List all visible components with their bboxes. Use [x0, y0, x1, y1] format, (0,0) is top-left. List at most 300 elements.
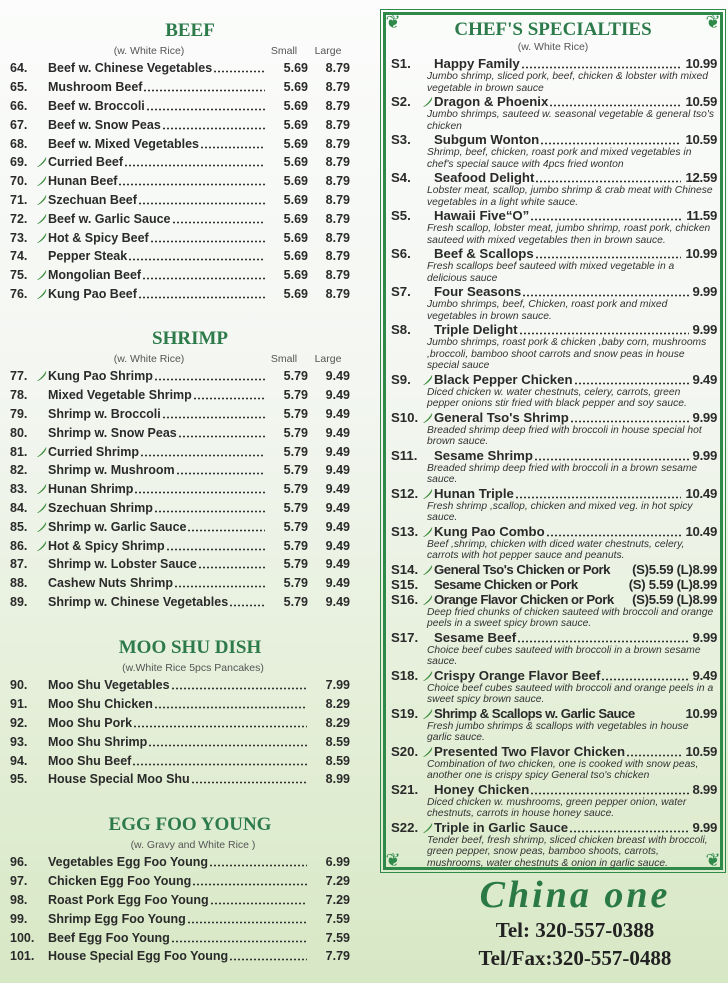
- item-name: Hawaii Five“O”: [434, 208, 530, 223]
- dot-leader: [210, 895, 307, 905]
- chili-pepper-icon: [36, 502, 48, 514]
- item-price: (S)5.59 (L)8.99: [632, 591, 717, 607]
- small-price: 5.69: [283, 136, 308, 151]
- large-price: 8.79: [325, 192, 350, 207]
- section-subtitle-row: [10, 350, 350, 367]
- section-subtitle: (w. White Rice): [113, 352, 185, 365]
- small-price: 5.79: [283, 576, 308, 591]
- spacer: [36, 736, 48, 748]
- large-price: 9.49: [325, 538, 350, 553]
- dot-leader: [626, 747, 681, 757]
- item-name: Beef w. Chinese Vegetables: [48, 61, 213, 76]
- dot-leader: [166, 541, 265, 551]
- special-item-line: [391, 322, 717, 337]
- special-item: [386, 820, 720, 870]
- menu-item: [10, 405, 350, 424]
- chili-pepper-icon: [422, 594, 434, 606]
- special-item: [386, 448, 720, 486]
- dot-leader: [569, 823, 688, 833]
- item-name: Kung Pao Shrimp: [48, 369, 153, 384]
- dot-leader: [601, 671, 688, 681]
- dot-leader: [154, 503, 265, 513]
- dot-leader: [124, 157, 265, 167]
- item-name: Szechuan Beef: [48, 192, 137, 207]
- item-number: S19.: [391, 705, 419, 721]
- item-price: 10.99: [685, 56, 717, 71]
- ornament-icon: ❦: [705, 850, 721, 870]
- spacer: [36, 119, 48, 131]
- dot-leader: [154, 699, 307, 709]
- item-number: 97.: [10, 874, 28, 889]
- large-price: 9.49: [325, 388, 350, 403]
- item-price: 8.29: [325, 697, 350, 712]
- item-number: 96.: [10, 855, 28, 870]
- special-item: [386, 410, 720, 448]
- dot-leader: [150, 233, 265, 243]
- item-description: Breaded shrimp deep fried with broccoli in a brown sesame sauce.: [427, 462, 698, 485]
- large-price: 8.79: [325, 268, 350, 283]
- small-price: 5.69: [283, 211, 308, 226]
- item-name: Beef w. Snow Peas: [48, 117, 161, 132]
- dot-leader: [143, 82, 265, 92]
- dot-leader: [146, 101, 265, 111]
- item-number: S1.: [391, 56, 411, 71]
- ornament-icon: ❦: [385, 12, 401, 32]
- special-item: [386, 562, 720, 577]
- item-name: Seafood Delight: [434, 170, 535, 185]
- section-title: EGG FOO YOUNG: [108, 814, 272, 835]
- large-price: 9.49: [325, 557, 350, 572]
- large-price: 9.49: [325, 425, 350, 440]
- small-price: 5.79: [283, 369, 308, 384]
- item-description: Tender beef, fresh shrimp, sliced chicken breast with broccoli, green pepper, snow peas, bamboo shoots, carrots, mushrooms, water chestnuts & onion in garlic sauce.: [427, 834, 708, 869]
- item-number: 64.: [10, 61, 28, 76]
- item-number: 100.: [10, 930, 35, 945]
- item-description: Jumbo shrimps, roast pork & chicken ,baby corn, mushrooms ,broccoli, bamboo shoot carrots and snow peas in house special sauce: [427, 337, 707, 371]
- large-price: 9.49: [325, 519, 350, 534]
- spacer: [36, 950, 48, 962]
- chili-pepper-icon: [422, 526, 434, 538]
- item-description: Fresh scallops beef sauteed with mixed vegetable in a delicious sauce: [427, 261, 675, 284]
- dot-leader: [154, 371, 265, 381]
- special-item-line: [391, 630, 717, 645]
- spacer: [422, 58, 434, 70]
- dot-leader: [535, 173, 681, 183]
- item-description: Jumbo shrimps, sauteed w. seasonal vegetable & general tso's chicken: [427, 109, 715, 132]
- item-number: 88.: [10, 576, 28, 591]
- large-price: 8.79: [325, 61, 350, 76]
- special-item: [386, 322, 720, 372]
- item-number: S21.: [391, 781, 419, 797]
- chili-pepper-icon: [36, 483, 48, 495]
- menu-item: [10, 947, 350, 966]
- dot-leader: [574, 375, 689, 385]
- item-name: Hunan Beef: [48, 174, 118, 189]
- item-description: Breaded shrimp deep fried with broccoli in house special hot brown sauce.: [427, 424, 702, 447]
- spacer: [36, 250, 48, 262]
- spacer: [36, 62, 48, 74]
- item-name: Hot & Spicy Shrimp: [48, 538, 165, 553]
- menu-section: [10, 328, 350, 611]
- spacer: [36, 577, 48, 589]
- menu-item: [10, 593, 350, 612]
- item-description: Diced chicken w. mushrooms, green pepper onion, water chestnuts, carrots in house honey sauce.: [427, 796, 687, 819]
- chefs-specialties-box: [383, 12, 723, 870]
- chili-pepper-icon: [36, 370, 48, 382]
- special-item: [386, 577, 720, 592]
- item-number: 99.: [10, 911, 28, 926]
- chili-pepper-icon: [36, 156, 48, 168]
- large-price: 9.49: [325, 482, 350, 497]
- large-price: 8.79: [325, 286, 350, 301]
- large-price: 8.79: [325, 230, 350, 245]
- chili-pepper-icon: [36, 521, 48, 533]
- item-number: 72.: [10, 211, 28, 226]
- chili-pepper-icon: [422, 96, 434, 108]
- item-number: S14.: [391, 561, 419, 577]
- item-number: 83.: [10, 482, 28, 497]
- menu-item: [10, 59, 350, 78]
- spacer: [36, 389, 48, 401]
- special-item-line: [391, 56, 717, 71]
- menu-item: [10, 285, 350, 304]
- chili-pepper-icon: [422, 488, 434, 500]
- menu-item: [10, 442, 350, 461]
- dot-leader: [534, 451, 689, 461]
- item-name: Beef w. Garlic Sauce: [48, 211, 171, 226]
- special-item: [386, 170, 720, 208]
- spacer: [36, 773, 48, 785]
- dot-leader: [162, 409, 265, 419]
- item-number: S9.: [391, 371, 411, 387]
- item-name: Moo Shu Vegetables: [48, 678, 170, 693]
- small-price: 5.69: [283, 98, 308, 113]
- item-price: 7.29: [325, 874, 350, 889]
- dot-leader: [148, 737, 307, 747]
- item-description: Fresh scallop, lobster meat, jumbo shrimp, roast pork, chicken sauteed with mixed vegetables then in brown sauce.: [427, 223, 711, 246]
- section-subtitle: (w. Gravy and White Rice ): [130, 838, 256, 851]
- special-item-line: [391, 284, 717, 299]
- menu-item: [10, 872, 350, 891]
- item-name: Shrimp w. Mushroom: [48, 463, 175, 478]
- item-name: Hunan Shrimp: [48, 482, 134, 497]
- item-name: Moo Shu Pork: [48, 715, 133, 730]
- dot-leader: [134, 484, 265, 494]
- item-number: 79.: [10, 406, 28, 421]
- spacer: [36, 932, 48, 944]
- small-price: 5.79: [283, 463, 308, 478]
- size-header: Large: [314, 44, 342, 57]
- special-item-line: [391, 706, 717, 721]
- dot-leader: [213, 63, 265, 73]
- menu-item: [10, 695, 350, 714]
- chili-pepper-icon: [36, 269, 48, 281]
- special-item-line: [391, 668, 717, 683]
- section-title: CHEF'S SPECIALTIES: [454, 19, 652, 40]
- restaurant-logo: China one: [479, 874, 671, 916]
- item-number: 65.: [10, 80, 28, 95]
- special-item: [386, 706, 720, 744]
- special-item: [386, 524, 720, 562]
- dot-leader: [200, 139, 265, 149]
- dot-leader: [172, 214, 265, 224]
- item-description: Choice beef cubes sauteed with broccoli in a brown sesame sauce.: [427, 644, 701, 667]
- small-price: 5.69: [283, 249, 308, 264]
- dot-leader: [118, 176, 265, 186]
- item-price: 8.59: [325, 753, 350, 768]
- dot-leader: [530, 211, 682, 221]
- spacer: [36, 913, 48, 925]
- small-price: 5.69: [283, 174, 308, 189]
- item-number: S15.: [391, 576, 419, 592]
- item-number: S11.: [391, 447, 418, 463]
- item-price: 7.59: [325, 911, 350, 926]
- item-name: Sesame Shrimp: [434, 447, 533, 463]
- item-name: Shrimp w. Garlic Sauce: [48, 519, 187, 534]
- item-name: Hunan Triple: [434, 485, 514, 501]
- dot-leader: [162, 120, 265, 130]
- dot-leader: [187, 522, 265, 532]
- special-item-line: [391, 208, 717, 223]
- dot-leader: [546, 527, 682, 537]
- small-price: 5.69: [283, 192, 308, 207]
- item-name: Beef w. Broccoli: [48, 98, 145, 113]
- item-number: 71.: [10, 192, 28, 207]
- item-name: Pepper Steak: [48, 249, 128, 264]
- item-name: Beef Egg Foo Young: [48, 930, 170, 945]
- item-name: Four Seasons: [434, 284, 522, 299]
- item-number: 95.: [10, 772, 28, 787]
- dot-leader: [517, 633, 688, 643]
- menu-section: [10, 814, 350, 966]
- item-number: S6.: [391, 246, 411, 261]
- item-number: 70.: [10, 174, 28, 189]
- menu-item: [10, 266, 350, 285]
- small-price: 5.79: [283, 482, 308, 497]
- section-subtitle-row: [10, 836, 350, 853]
- large-price: 9.49: [325, 406, 350, 421]
- dot-leader: [540, 135, 681, 145]
- special-item: [386, 744, 720, 782]
- small-price: 5.79: [283, 500, 308, 515]
- special-item: [386, 284, 720, 322]
- chili-pepper-icon: [36, 194, 48, 206]
- spacer: [36, 679, 48, 691]
- item-number: 89.: [10, 594, 28, 609]
- special-item-line: [391, 524, 717, 539]
- small-price: 5.79: [283, 406, 308, 421]
- item-name: Orange Flavor Chicken or Pork: [434, 591, 614, 607]
- menu-section: [10, 637, 350, 789]
- large-price: 8.79: [325, 155, 350, 170]
- dot-leader: [142, 270, 265, 280]
- small-price: 5.69: [283, 155, 308, 170]
- restaurant-footer: [430, 874, 720, 972]
- spacer: [36, 81, 48, 93]
- spacer: [36, 596, 48, 608]
- menu-item: [10, 134, 350, 153]
- item-name: Curried Beef: [48, 155, 124, 170]
- special-item: [386, 94, 720, 132]
- menu-item: [10, 247, 350, 266]
- dot-leader: [192, 876, 307, 886]
- special-item-line: [391, 170, 717, 185]
- large-price: 9.49: [325, 576, 350, 591]
- item-description: Shrimp, beef, chicken, roast pork and mixed vegetables in chef's special sauce with 4pcs fried wonton: [427, 147, 692, 170]
- chili-pepper-icon: [422, 708, 434, 720]
- item-name: Dragon & Phoenix: [434, 94, 549, 109]
- section-subtitle: (w.White Rice 5pcs Pancakes): [122, 661, 264, 674]
- large-price: 8.79: [325, 174, 350, 189]
- menu-item: [10, 97, 350, 116]
- dot-leader: [522, 287, 688, 297]
- spacer: [422, 784, 434, 796]
- small-price: 5.79: [283, 538, 308, 553]
- dot-leader: [138, 289, 265, 299]
- item-price: 9.99: [692, 409, 717, 425]
- small-price: 5.79: [283, 388, 308, 403]
- item-price: 10.49: [685, 485, 717, 501]
- item-price: 6.99: [325, 855, 350, 870]
- menu-item: [10, 153, 350, 172]
- item-description: Deep fried chunks of chicken sauteed with broccoli and orange peels in a sweet spicy brown sauce.: [427, 606, 714, 629]
- special-item: [386, 372, 720, 410]
- item-price: 7.99: [325, 678, 350, 693]
- menu-item: [10, 517, 350, 536]
- item-name: Honey Chicken: [434, 781, 530, 797]
- item-name: Crispy Orange Flavor Beef: [434, 667, 601, 683]
- item-number: S10.: [391, 409, 419, 425]
- item-number: S13.: [391, 523, 419, 539]
- item-number: 92.: [10, 715, 28, 730]
- item-price: 9.99: [692, 819, 717, 835]
- phone-number: Tel: 320-557-0388: [495, 918, 655, 942]
- dot-leader: [138, 195, 265, 205]
- spacer: [36, 464, 48, 476]
- dot-leader: [549, 97, 681, 107]
- special-item-line: [391, 562, 717, 577]
- dot-leader: [530, 785, 688, 795]
- size-header: Small: [270, 352, 298, 365]
- item-price: 10.59: [685, 132, 717, 147]
- item-name: Shrimp w. Snow Peas: [48, 425, 177, 440]
- item-number: S22.: [391, 819, 419, 835]
- item-price: 8.99: [692, 781, 717, 797]
- special-item-line: [391, 132, 717, 147]
- item-name: Mongolian Beef: [48, 268, 142, 283]
- item-number: 69.: [10, 155, 28, 170]
- spacer: [36, 875, 48, 887]
- spacer: [422, 450, 434, 462]
- item-price: 11.59: [686, 208, 717, 223]
- item-name: Beef & Scallops: [434, 246, 534, 261]
- special-item: [386, 208, 720, 246]
- small-price: 5.69: [283, 268, 308, 283]
- item-description: Jumbo shrimp, sliced pork, beef, chicken & lobster with mixed vegetable in brown sauce: [427, 71, 708, 94]
- menu-item: [10, 770, 350, 789]
- special-item-line: [391, 744, 717, 759]
- item-number: S20.: [391, 743, 419, 759]
- item-name: House Special Egg Foo Young: [48, 949, 229, 964]
- item-description: Beef ,shrimp, chicken with diced water chestnuts, celery, carrots with hot pepper sauce and peanuts.: [427, 538, 685, 561]
- item-number: 98.: [10, 892, 28, 907]
- item-name: Triple in Garlic Sauce: [434, 819, 569, 835]
- item-price: 9.49: [692, 371, 717, 387]
- item-number: S16.: [391, 591, 419, 607]
- item-number: S3.: [391, 132, 411, 147]
- special-item: [386, 56, 720, 94]
- spacer: [36, 558, 48, 570]
- item-price: 7.79: [325, 949, 350, 964]
- special-item-line: [391, 94, 717, 109]
- large-price: 9.49: [325, 594, 350, 609]
- item-price: 8.59: [325, 734, 350, 749]
- item-name: Moo Shu Beef: [48, 753, 132, 768]
- menu-item: [10, 555, 350, 574]
- fax-number: Tel/Fax:320-557-0488: [478, 946, 672, 970]
- item-name: Happy Family: [434, 56, 520, 71]
- menu-item: [10, 172, 350, 191]
- dot-leader: [515, 489, 682, 499]
- item-price: 10.59: [685, 743, 717, 759]
- item-name: General Tso's Shrimp: [434, 409, 569, 425]
- item-price: 10.99: [685, 246, 717, 261]
- chili-pepper-icon: [36, 446, 48, 458]
- item-number: 66.: [10, 98, 28, 113]
- menu-item: [10, 891, 350, 910]
- small-price: 5.79: [283, 444, 308, 459]
- section-subtitle-row: [10, 659, 350, 676]
- item-name: House Special Moo Shu: [48, 772, 190, 787]
- item-price: 9.99: [692, 447, 717, 463]
- size-header: Large: [314, 352, 342, 365]
- item-description: Lobster meat, scallop, jumbo shrimp & crab meat with Chinese vegetables in a light white sauce.: [427, 185, 713, 208]
- dot-leader: [174, 578, 265, 588]
- item-name: Shrimp Egg Foo Young: [48, 911, 186, 926]
- menu-item: [10, 714, 350, 733]
- section-title: BEEF: [165, 20, 215, 41]
- item-number: 93.: [10, 734, 28, 749]
- small-price: 5.79: [283, 519, 308, 534]
- dot-leader: [171, 933, 307, 943]
- special-item-line: [391, 410, 717, 425]
- dot-leader: [133, 718, 307, 728]
- item-name: Chicken Egg Foo Young: [48, 874, 192, 889]
- spacer: [422, 248, 434, 260]
- dot-leader: [140, 447, 265, 457]
- item-name: Mushroom Beef: [48, 80, 143, 95]
- ornament-icon: ❦: [385, 850, 401, 870]
- dot-leader: [229, 597, 265, 607]
- small-price: 5.79: [283, 557, 308, 572]
- spacer: [36, 894, 48, 906]
- menu-item: [10, 928, 350, 947]
- item-description: Fresh jumbo shrimps & scallops with vegetables in house garlic sauce.: [427, 720, 689, 743]
- item-number: S7.: [391, 284, 411, 299]
- dot-leader: [171, 680, 307, 690]
- special-item-line: [391, 820, 717, 835]
- item-name: Shrimp w. Chinese Vegetables: [48, 594, 229, 609]
- special-item: [386, 782, 720, 820]
- section-subtitle: (w. White Rice): [113, 44, 185, 57]
- dot-leader: [128, 251, 265, 261]
- menu-section: [10, 20, 350, 303]
- item-price: 7.59: [325, 930, 350, 945]
- menu-item: [10, 209, 350, 228]
- dot-leader: [535, 249, 682, 259]
- item-price: (S) 5.59 (L)8.99: [628, 576, 717, 592]
- large-price: 8.79: [325, 211, 350, 226]
